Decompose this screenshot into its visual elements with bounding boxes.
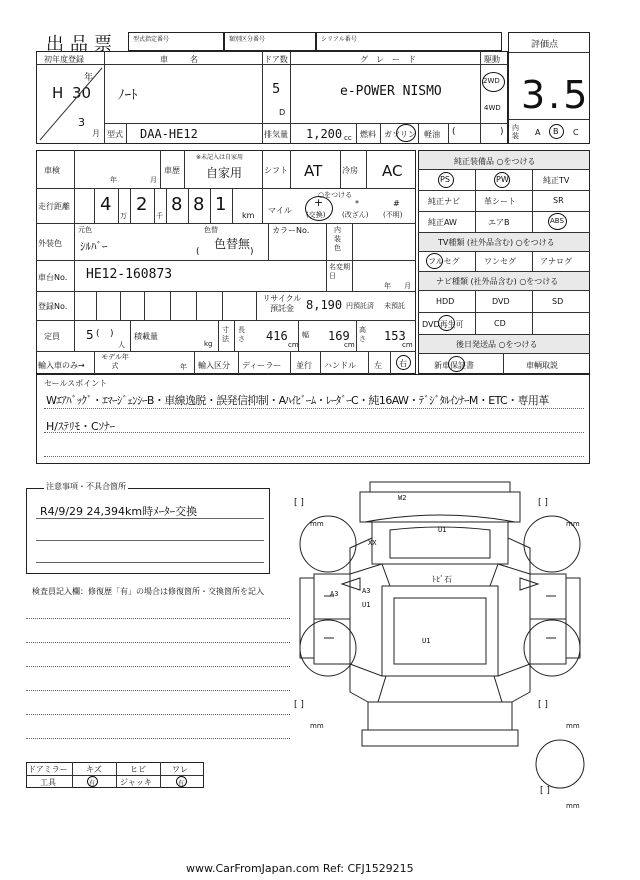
tv-type-label: TV種類 (社外品含む) ○をつける — [438, 238, 555, 247]
meter-unknown-mark: # — [393, 199, 400, 208]
legend-broken: ワレ — [172, 765, 188, 774]
tire-mm-spare: mm — [566, 802, 580, 810]
dimensions-label: 寸法 — [222, 326, 229, 343]
load-unit: kg — [204, 340, 213, 348]
fuel-paren-close: ) — [500, 127, 504, 137]
evaluation-score: 3.5 — [521, 73, 591, 117]
door-count-value: 5 — [272, 82, 281, 97]
car-name-label: 車名 — [160, 55, 220, 64]
width-value: 169 — [328, 329, 350, 343]
shaken-month: 月 — [150, 176, 157, 184]
interior-label: 内装 — [512, 124, 519, 140]
type-number-label: 型式指定番号 — [133, 36, 170, 43]
color-change-value: 色替無 — [214, 237, 251, 251]
later-shipping-label: 後日発送品 ○をつける — [456, 340, 538, 349]
legend-scratch: キズ — [86, 765, 102, 774]
equip-oneseg: ワンセグ — [484, 257, 516, 266]
height-label: 高さ — [359, 326, 366, 343]
model-year-label: モデル年式 — [101, 353, 129, 370]
type-number-field — [128, 32, 224, 51]
name-change-label: 名変期日 — [329, 263, 350, 280]
length-value: 416 — [266, 329, 288, 343]
handle-left: 左 — [374, 361, 382, 370]
ac-value: AC — [382, 162, 403, 180]
first-reg-year: 30 — [72, 84, 92, 102]
drive-4wd: 4WD — [484, 104, 501, 112]
recycle-status: 円預託済 — [346, 302, 374, 310]
legend-tools-mark: 有 — [89, 780, 96, 787]
mileage-digit-3: 8 — [171, 194, 183, 215]
tire-bracket-rr: [ ] — [538, 700, 548, 710]
mileage-km: km — [242, 211, 255, 220]
width-label: 幅 — [302, 331, 309, 339]
damage-code-xx: XX — [368, 539, 377, 547]
notes-line-1: R4/9/29 24,394km時ﾒｰﾀｰ交換 — [40, 505, 198, 518]
import-class-label: 輸入区分 — [198, 361, 230, 370]
interior-color-label: 内装色 — [334, 226, 341, 252]
sales-point-label: セールスポイント — [44, 379, 108, 388]
circle-note: ○をつける — [318, 191, 353, 199]
capacity-paren-open: ( — [96, 329, 100, 339]
equip-genuine-tv: 純正TV — [543, 176, 570, 185]
equip-sd: SD — [552, 297, 564, 306]
sales-point-section — [36, 374, 590, 464]
door-type-value: D — [279, 108, 286, 117]
fuel-paren-open: ( — [452, 127, 456, 137]
import-only-label: 輸入車のみ→ — [38, 361, 85, 370]
inspector-note-label: 検査員記入欄：修復歴「有」の場合は修復箇所・交換箇所を記入 — [32, 587, 264, 596]
interior-b: B — [553, 127, 559, 136]
legend-crack: ヒビ — [130, 765, 146, 774]
import-dealer: ディーラー — [242, 361, 282, 370]
color-change-label: 色替 — [204, 226, 218, 234]
equip-airbag: エアB — [488, 218, 510, 227]
interior-a: A — [535, 128, 541, 137]
ac-label: 冷房 — [342, 166, 358, 175]
equip-abs: ABS — [550, 217, 564, 225]
equip-manual: 車輌取説 — [526, 361, 558, 370]
equip-analog: アナログ — [540, 257, 572, 266]
meter-exchange-mark: + — [314, 196, 324, 209]
sales-point-line-2: H/ｽﾃﾘﾓ・Cｿﾅｰ — [46, 420, 116, 433]
equip-fullseg: フルセグ — [428, 257, 460, 266]
first-reg-month: 3 — [78, 116, 85, 129]
length-cm: cm — [288, 341, 299, 349]
legend-jack-mark: 有 — [178, 780, 185, 787]
equip-dvd: DVD — [492, 297, 510, 306]
color-paren-close: ) — [250, 247, 254, 257]
model-label: 型式 — [107, 130, 123, 139]
tire-mm-fl: mm — [310, 520, 324, 528]
footer-reference: www.CarFromJapan.com Ref: CFJ1529215 — [186, 862, 414, 875]
width-cm: cm — [344, 341, 355, 349]
length-label: 長さ — [238, 326, 245, 343]
capacity-unit: 人 — [118, 341, 125, 349]
damage-code-chip: ﾄﾋﾞ石 — [432, 575, 452, 584]
damage-code-w2: W2 — [398, 494, 407, 502]
model-year-unit: 年 — [180, 363, 187, 371]
equip-leather-seat: 革シート — [484, 197, 516, 206]
tire-bracket-rl: [ ] — [294, 700, 304, 710]
height-cm: cm — [402, 341, 413, 349]
mileage-digit-5: 1 — [215, 194, 227, 215]
equip-sunroof: SR — [553, 196, 564, 205]
capacity-label: 定員 — [44, 332, 60, 341]
legend-door-mirror: ドアミラー — [28, 765, 68, 774]
equip-warranty: 新車保証書 — [434, 361, 474, 370]
drive-2wd: 2WD — [483, 77, 500, 85]
damage-code-u1-hood: U1 — [438, 526, 447, 534]
handle-right: 右 — [399, 359, 407, 368]
displacement-value: 1,200 — [306, 127, 343, 141]
displacement-label: 排気量 — [264, 130, 288, 139]
interior-c: C — [573, 128, 579, 137]
history-label: 車歴 — [164, 166, 180, 175]
class-number-field — [224, 32, 316, 51]
color-paren-open: ( — [196, 247, 200, 257]
genuine-equipment-label: 純正装備品 ○をつける — [454, 157, 536, 166]
equip-dvd-play: DVD再生可 — [422, 320, 464, 329]
fuel-label: 燃料 — [360, 130, 376, 139]
recycle-label: リサイクル預託金 — [262, 294, 302, 313]
original-color-label: 元色 — [78, 226, 92, 234]
history-note: ※未記入は自家用 — [196, 154, 244, 161]
tire-mm-rl: mm — [310, 722, 324, 730]
navi-type-label: ナビ種類 (社外品含む) ○をつける — [436, 277, 559, 286]
meter-tamper-mark: * — [355, 199, 359, 208]
legend-tools: 工具 — [40, 778, 56, 787]
legend-jack: ジャッキ — [120, 778, 152, 787]
serial-label: シリアル番号 — [321, 36, 357, 43]
tire-bracket-fl: [ ] — [294, 498, 304, 508]
evaluation-label: 評価点 — [531, 40, 559, 50]
chassis-value: HE12-160873 — [86, 267, 173, 282]
shift-label: シフト — [264, 166, 288, 175]
mile-label: マイル — [268, 206, 292, 215]
exterior-color-label: 外装色 — [38, 239, 62, 248]
sales-point-line-1: Wｴｱﾊﾞｯｸﾞ・ｴﾏｰｼﾞｪﾝｼｰB・車線逸脱・誤発信抑制・Aﾊｲﾋﾞｰﾑ・ﾚｰﾀﾞｰC・純16AW・ﾃﾞｼﾞﾀﾙｲﾝﾅｰM・ETC・専用革 — [46, 394, 549, 407]
shaken-label: 車検 — [44, 166, 60, 175]
first-reg-era: H — [52, 84, 64, 102]
equip-pw: PW — [496, 175, 509, 184]
equip-cd: CD — [494, 319, 506, 328]
shift-value: AT — [304, 162, 323, 180]
meter-tamper: (改ざん) — [342, 211, 369, 219]
model-value: DAA-HE12 — [140, 127, 198, 141]
grade-value: e-POWER NISMO — [340, 84, 442, 99]
meter-unknown: (不明) — [383, 211, 403, 219]
mileage-digit-4: 8 — [193, 194, 205, 215]
import-parallel: 並行 — [296, 361, 312, 370]
damage-code-a3-left: A3 — [330, 590, 339, 598]
name-change-month: 月 — [404, 282, 411, 290]
damage-code-a3: A3 — [362, 587, 371, 595]
mileage-digit-1: 4 — [100, 194, 112, 215]
damage-code-u1-roof: U1 — [422, 637, 431, 645]
page-title: 出品票 — [46, 34, 118, 55]
capacity-value: 5 — [86, 328, 94, 342]
tire-mm-rr: mm — [566, 722, 580, 730]
grade-label: グレード — [360, 55, 424, 64]
mileage-digit-2: 2 — [136, 194, 148, 215]
equip-genuine-aw: 純正AW — [428, 218, 457, 227]
registration-label: 登録No. — [38, 302, 68, 311]
original-color-value: ｼﾙﾊﾞｰ — [80, 240, 108, 253]
notes-label: 注意事項・不具合箇所 — [46, 482, 126, 491]
first-reg-diagonal — [38, 66, 104, 142]
tire-mm-fr: mm — [566, 520, 580, 528]
class-number-label: 類別区分番号 — [229, 36, 266, 43]
shaken-year: 年 — [110, 176, 117, 184]
cc-unit: cc — [344, 134, 352, 142]
car-name-value: ﾉｰﾄ — [118, 88, 138, 103]
recycle-not: 未預託 — [384, 302, 405, 310]
drive-label: 駆動 — [484, 55, 500, 64]
mileage-label: 走行距離 — [38, 202, 70, 211]
year-unit: 年 — [84, 73, 94, 83]
month-unit: 月 — [92, 129, 100, 138]
equip-ps: PS — [440, 175, 450, 184]
fuel-diesel: 軽油 — [424, 130, 440, 139]
door-count-label: ドア数 — [264, 55, 288, 64]
fuel-gasoline: ガソリン — [384, 130, 416, 139]
color-number-label: カラーNo. — [272, 226, 310, 235]
fuel-gasoline-circle — [396, 124, 416, 142]
recycle-value: 8,190 — [306, 298, 343, 312]
equip-genuine-navi: 純正ナビ — [428, 197, 460, 206]
mileage-sen: 千 — [156, 212, 163, 220]
tire-bracket-fr: [ ] — [538, 498, 548, 508]
meter-exchange: (交換) — [306, 211, 326, 219]
history-value: 自家用 — [206, 166, 243, 180]
height-value: 153 — [384, 329, 406, 343]
load-label: 積載量 — [134, 332, 158, 341]
damage-code-u1-door: U1 — [362, 601, 371, 609]
handle-label: ハンドル — [324, 361, 356, 370]
name-change-year: 年 — [384, 282, 391, 290]
mileage-man: 万 — [120, 212, 127, 220]
capacity-paren-close: ) — [110, 329, 114, 339]
equip-hdd: HDD — [436, 297, 455, 306]
first-registration-label: 初年度登録 — [44, 55, 84, 64]
tire-bracket-spare: [ ] — [540, 786, 550, 796]
chassis-label: 車台No. — [38, 273, 68, 282]
serial-field — [316, 32, 502, 51]
